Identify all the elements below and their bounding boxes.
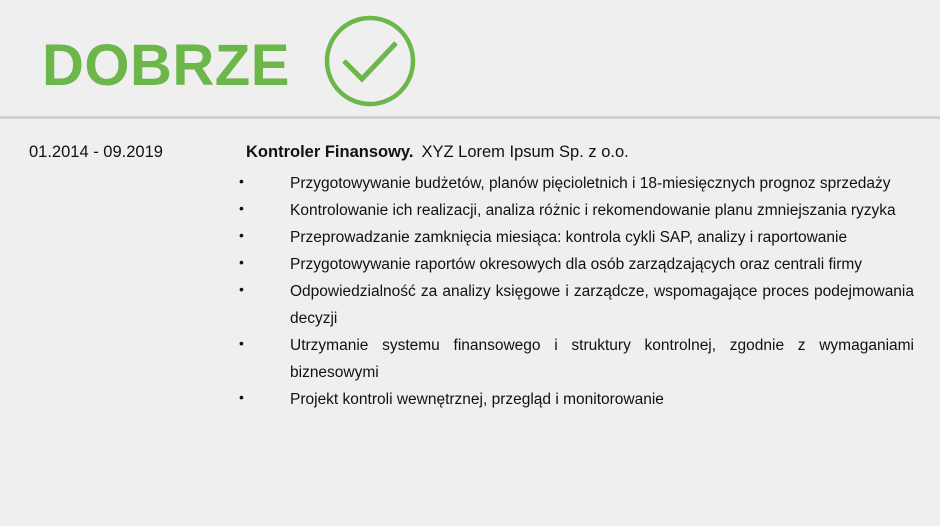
duty-item [239,332,914,386]
bullet-icon: • [239,389,244,405]
duty-item [239,197,914,224]
job-header [246,141,629,163]
job-title: Kontroler Finansowy. [246,143,414,161]
verdict-title: DOBRZE [42,33,290,98]
bullet-icon: • [239,335,244,351]
date-range: 01.2014 - 09.2019 [29,143,163,161]
duty-text: Utrzymanie systemu finansowego i struktury kontrolnej, zgodnie z wymaganiami biznesowymi [290,337,914,381]
duty-text: Kontrolowanie ich realizacji, analiza różnic i rekomendowanie planu zmniejszania ryzyka [290,202,896,219]
duty-item [239,278,914,332]
bullet-icon: • [239,254,244,270]
duty-text: Przeprowadzanie zamknięcia miesiąca: kontrola cykli SAP, analizy i raportowanie [290,229,848,246]
duty-text: Projekt kontroli wewnętrznej, przegląd i monitorowanie [290,391,664,408]
bullet-icon: • [239,227,244,243]
header-banner [0,0,940,118]
duty-text: Przygotowywanie raportów okresowych dla osób zarządzających oraz centrali firmy [290,256,863,273]
company-name: XYZ Lorem Ipsum Sp. z o.o. [421,143,629,161]
bullet-icon: • [239,173,244,189]
duty-item [239,224,914,251]
duty-text: Przygotowywanie budżetów, planów pięcioletnich i 18-miesięcznych prognoz sprzedaży [290,175,891,192]
check-circle-icon [324,15,416,107]
duty-text: Odpowiedzialność za analizy księgowe i zarządcze, wspomagające proces podejmowania decyzji [290,283,914,327]
duty-item [239,386,914,413]
duty-item [239,170,914,197]
duty-item [239,251,914,278]
section-divider [0,116,940,119]
duties-list [239,170,914,413]
bullet-icon: • [239,281,244,297]
bullet-icon: • [239,200,244,216]
